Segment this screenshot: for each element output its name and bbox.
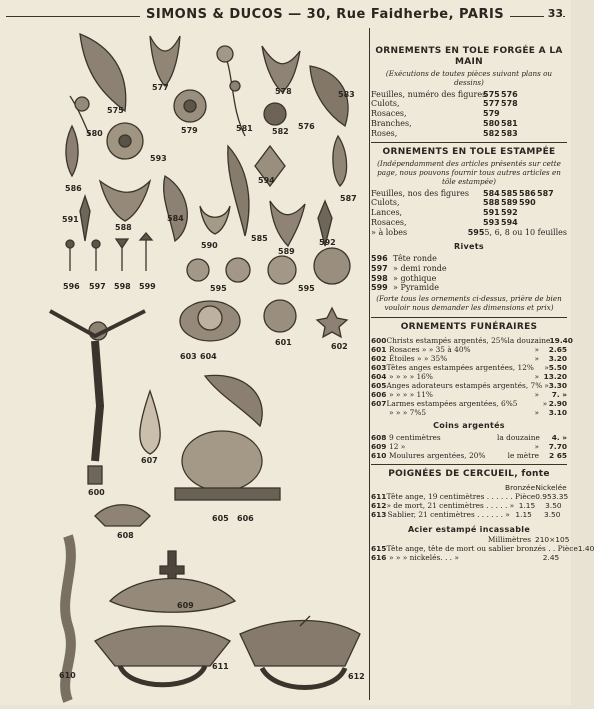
poignee-price-bronzee: 0.95 (535, 491, 552, 501)
fig-label-576: 576 (298, 122, 315, 131)
acier-price: 1.40 (577, 543, 594, 553)
illustrations-panel (0, 26, 369, 705)
fig-label-604: 604 (200, 352, 217, 361)
estampee-figure-number: 593 (483, 217, 500, 227)
fig-label-594: 594 (258, 176, 275, 185)
fig-label-595b: 595 (298, 284, 315, 293)
poignee-row (371, 501, 567, 510)
forgee-row-label: Branches, (371, 118, 412, 128)
rivet-number: 598 (371, 273, 388, 283)
estampee-figure-number: 586 (519, 188, 536, 198)
coins-unit: la douzaine (497, 432, 540, 442)
coins-list (371, 433, 567, 460)
funeraires-row (371, 381, 567, 390)
acier-number: 616 (371, 552, 387, 562)
coins-description: 12 » (389, 441, 406, 451)
fig-label-584: 584 (167, 214, 184, 223)
forgee-figure-number: 582 (483, 128, 500, 138)
fig-label-577: 577 (152, 83, 169, 92)
funeraires-description: » » » » 11% (389, 389, 433, 399)
estampee-note: (Indépendamment des articles présentés sur cette page, nous pouvons fournir tous autres articles en tôle estampée) (377, 159, 561, 186)
estampee-figure-number: 592 (501, 208, 518, 218)
forgee-row (371, 109, 567, 119)
forgee-row-label: Roses, (371, 128, 398, 138)
col-bronzee: Bronzée (505, 482, 536, 492)
acier-description: » » » nickelés. . . » (389, 552, 459, 562)
funeraires-price: 7. » (551, 389, 567, 399)
rivet-row (371, 254, 567, 264)
funeraires-number: 600 (371, 335, 387, 345)
rivet-label: Tête ronde (393, 254, 437, 264)
funeraires-unit: » (534, 344, 539, 354)
acier-size: 210×105 (535, 534, 570, 544)
fig-label-586: 586 (65, 184, 82, 193)
poignee-row (371, 492, 567, 501)
acier-row (371, 553, 567, 562)
fig-label-592: 592 (319, 238, 336, 247)
fig-label-608: 608 (117, 531, 134, 540)
forgee-row-label: Culots, (371, 99, 400, 109)
funeraires-unit: » (534, 389, 539, 399)
funeraires-number: 602 (371, 353, 387, 363)
coins-number: 610 (371, 450, 387, 460)
fig-label-612: 612 (348, 672, 365, 681)
poignee-description: Tête ange, 19 centimètres . . . . . . Pièce (386, 491, 536, 501)
fig-label-583: 583 (338, 90, 355, 99)
funeraires-price: 3.20 (548, 353, 567, 363)
funeraires-unit: » (534, 371, 539, 381)
forgee-figure-number: 577 (483, 99, 500, 109)
coins-price: 2 65 (548, 450, 567, 460)
coins-unit: le mètre (507, 450, 539, 460)
acier-description: Tête ange, tête de mort ou sablier bronzés . . Pièce (386, 543, 578, 553)
forgee-row (371, 119, 567, 129)
estampee-row-label: Feuilles, nos des figures (371, 188, 469, 198)
funeraires-number: 607 (371, 398, 387, 408)
forgee-row (371, 129, 567, 139)
estampee-figure-number: 594 (501, 217, 518, 227)
poignee-number: 613 (371, 509, 387, 519)
rivet-row (371, 264, 567, 274)
poignee-price-nickelee: 3.35 (551, 491, 569, 501)
fig-label-598: 598 (114, 282, 131, 291)
forgee-row-label: Rosaces, (371, 109, 407, 118)
poignee-row (371, 510, 567, 519)
poignee-price-nickelee: 3.50 (544, 509, 561, 519)
forgee-note: (Exécutions de toutes pièces suivant plans ou dessins) (385, 68, 553, 87)
fig-label-603: 603 (180, 352, 197, 361)
estampee-row-label: Lances, (371, 208, 403, 218)
estampee-figure-number: 588 (483, 198, 500, 208)
fig-label-579: 579 (181, 126, 198, 135)
estampee-row-label: Culots, (371, 198, 400, 208)
rivet-number: 596 (371, 254, 388, 264)
fig-label-607: 607 (141, 456, 158, 465)
funeraires-number: 604 (371, 371, 387, 381)
funeraires-list (371, 335, 573, 417)
forgee-figure-number: 578 (501, 99, 518, 109)
funeraires-number: 603 (371, 362, 387, 372)
rivet-row (371, 283, 567, 293)
divider (371, 317, 567, 318)
estampee-figure-number: 585 (501, 188, 518, 198)
fig-label-611: 611 (212, 662, 229, 671)
funeraires-number: 606 (371, 389, 387, 399)
estampee-row-label: Rosaces, (371, 217, 407, 227)
fig-label-581: 581 (236, 124, 253, 133)
funeraires-row (371, 372, 567, 381)
fig-label-605: 605 (212, 514, 229, 523)
funeraires-row (371, 390, 567, 399)
estampee-row-extra: 5, 6, 8 ou 10 feuilles (484, 227, 567, 237)
fig-label-582: 582 (272, 127, 289, 136)
page-header (0, 4, 571, 26)
fig-label-602: 602 (331, 342, 348, 351)
funeraires-price: 2.65 (548, 344, 567, 354)
funeraires-unit: » (544, 380, 549, 390)
funeraires-description: » » » 7%5 (389, 407, 427, 417)
poignee-price-bronzee: 1.15 (518, 500, 536, 510)
acier-header (371, 534, 570, 544)
funeraires-price: 19.40 (549, 335, 573, 345)
fig-label-596: 596 (63, 282, 80, 291)
funeraires-price: 2.90 (548, 398, 567, 408)
fig-label-599: 599 (139, 282, 156, 291)
funeraires-number (371, 408, 389, 417)
forgee-title: ORNEMENTS EN TOLE FORGÉE A LA MAIN (375, 46, 563, 67)
price-list (371, 28, 594, 704)
rivet-label: » gothique (393, 273, 437, 283)
coins-price: 4. » (551, 432, 567, 442)
column-divider (369, 28, 370, 700)
funeraires-description: Anges adorateurs estampés argentés, 7% (386, 380, 543, 390)
poignee-description: Sablier, 21 centimètres . . . . . . » (387, 509, 510, 519)
coins-title: Coins argentés (433, 420, 505, 430)
divider (371, 142, 567, 143)
forgee-figure-number: 580 (483, 118, 500, 128)
poignees-list (371, 492, 567, 519)
rivet-number: 597 (371, 263, 388, 273)
forgee-row (371, 90, 567, 100)
poignee-description: » de mort, 21 centimètres . . . . . » (386, 500, 515, 510)
funeraires-row (371, 335, 573, 345)
poignee-number: 611 (371, 491, 387, 501)
rivets-title: Rivets (454, 242, 484, 252)
coins-description: Moulures argentées, 20% (389, 450, 486, 460)
rivets-note: (Forte tous les ornements ci-dessus, prière de bien vouloir nous demander les dimensions et prix) (376, 294, 562, 312)
funeraires-row (371, 354, 567, 363)
estampee-row (371, 189, 567, 199)
funeraires-row (371, 399, 567, 408)
funeraires-price: 3.30 (548, 380, 567, 390)
header-title: SIMONS & DUCOS — 30, Rue Faidherbe, PARIS (140, 7, 510, 22)
estampee-row (371, 218, 567, 228)
fig-label-578: 578 (275, 87, 292, 96)
estampee-figure-number: 584 (483, 188, 500, 198)
funeraires-row (371, 408, 567, 417)
fig-label-593: 593 (150, 154, 167, 163)
funeraires-row (371, 345, 567, 354)
funeraires-unit: » (542, 398, 548, 408)
fig-label-589: 589 (278, 247, 295, 256)
rivet-number: 599 (371, 283, 388, 293)
poignees-title: POIGNÉES DE CERCUEIL, fonte (388, 468, 550, 479)
fig-label-588: 588 (115, 223, 132, 232)
rivet-label: » demi ronde (393, 263, 447, 273)
estampee-figure-number: 595 (467, 227, 485, 237)
fig-label-606: 606 (237, 514, 254, 523)
funeraires-description: Étoiles » » 35% (389, 353, 448, 363)
funeraires-row (371, 363, 567, 372)
estampee-figure-number: 591 (483, 208, 500, 218)
poignees-header (371, 483, 567, 492)
estampee-row (371, 208, 567, 218)
estampee-figure-number: 589 (501, 198, 518, 208)
fig-label-609: 609 (177, 601, 194, 610)
acier-price: 2.45 (542, 552, 560, 562)
funeraires-description: Christs estampés argentés, 25% (386, 335, 508, 345)
funeraires-description: Larmes estampées argentées, 6%5 (386, 398, 518, 408)
page-number: 33 (544, 7, 563, 20)
coins-description: 9 centimètres (389, 432, 441, 442)
funeraires-unit: la douzaine (507, 335, 551, 345)
fig-label-587: 587 (340, 194, 357, 203)
fig-label-575: 575 (107, 106, 124, 115)
fig-label-595a: 595 (210, 284, 227, 293)
estampee-row (371, 198, 567, 208)
rivet-label: » Pyramide (393, 283, 439, 293)
coins-price: 7.70 (548, 441, 567, 451)
acier-list (371, 543, 594, 562)
estampee-figure-number: 590 (519, 198, 536, 208)
coins-number: 608 (371, 432, 387, 442)
estampee-list (371, 189, 567, 238)
funeraires-price: 13.20 (543, 371, 567, 381)
forgee-row-label: Feuilles, numéro des figures (371, 89, 487, 99)
forgee-figure-number: 576 (501, 89, 518, 99)
forgee-row (371, 99, 567, 109)
fig-label-610: 610 (59, 671, 76, 680)
funeraires-unit: » (534, 407, 539, 417)
fig-label-580: 580 (86, 129, 103, 138)
coins-row (371, 442, 567, 451)
coins-row (371, 451, 567, 460)
estampee-row-label: » à lobes (371, 227, 408, 237)
funeraires-description: » » » » 16% (389, 371, 433, 381)
fig-label-585: 585 (251, 234, 268, 243)
forgee-figure-number: 583 (501, 128, 518, 138)
fig-label-590: 590 (201, 241, 218, 250)
funeraires-price: 5.50 (548, 362, 567, 372)
funeraires-unit: » (534, 353, 539, 363)
fig-label-601: 601 (275, 338, 292, 347)
acier-row (371, 543, 594, 553)
estampee-figure-number: 587 (537, 188, 554, 198)
funeraires-unit: » (544, 362, 549, 372)
rivet-row (371, 274, 567, 284)
funeraires-description: Rosaces » » 35 à 40% (389, 344, 471, 354)
fig-label-600: 600 (88, 488, 105, 497)
fig-label-597: 597 (89, 282, 106, 291)
poignee-number: 612 (371, 500, 387, 510)
funeraires-price: 3.10 (548, 407, 567, 417)
funeraires-number: 605 (371, 380, 387, 390)
acier-units: Millimètres (487, 534, 531, 544)
funeraires-description: Têtes anges estampées argentées, 12% (386, 362, 534, 372)
coins-unit: » (534, 441, 539, 451)
coins-row (371, 433, 567, 442)
forgee-figure-number: 581 (501, 118, 518, 128)
forgee-figure-number: 579 (483, 109, 500, 118)
acier-title: Acier estampé incassable (407, 524, 531, 534)
divider (371, 464, 567, 465)
col-nickelee: Nickelée (535, 482, 567, 492)
poignee-price-bronzee: 1.15 (515, 509, 532, 519)
forgee-list (371, 90, 567, 139)
poignee-price-nickelee: 3.50 (545, 500, 562, 510)
rivets-list (371, 254, 567, 293)
estampee-title: ORNEMENTS EN TOLE ESTAMPÉE (382, 147, 556, 158)
forgee-figure-number: 575 (483, 89, 500, 99)
coins-number: 609 (371, 441, 387, 451)
funeraires-number: 601 (371, 344, 387, 354)
fig-label-591: 591 (62, 215, 79, 224)
estampee-row (371, 228, 567, 238)
funeraires-title: ORNEMENTS FUNÉRAIRES (400, 321, 538, 332)
acier-number: 615 (371, 543, 387, 553)
